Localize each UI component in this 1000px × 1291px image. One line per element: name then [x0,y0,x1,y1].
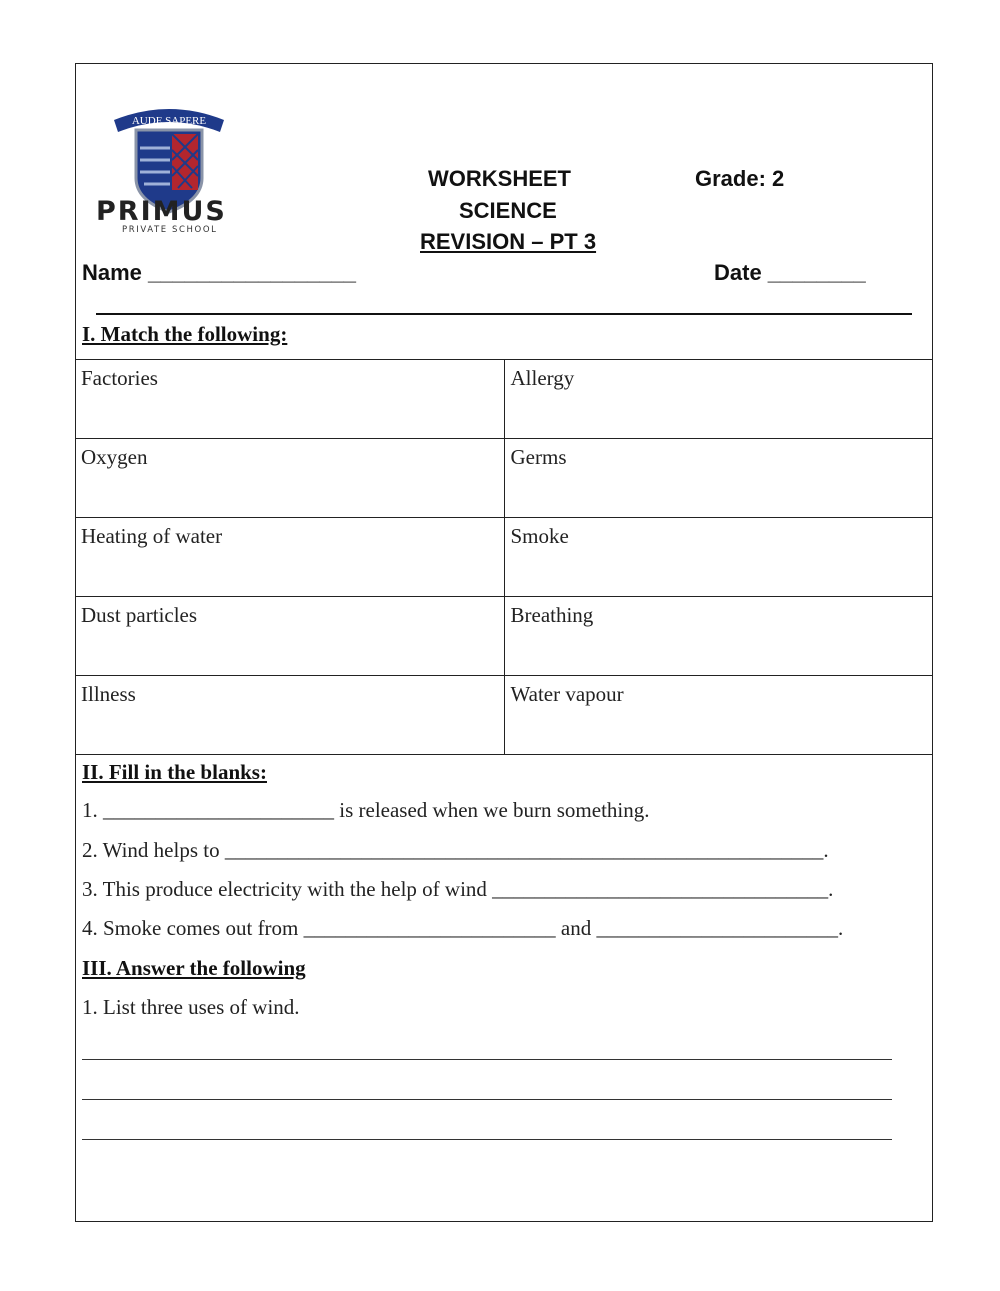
question-1: 1. List three uses of wind. [82,995,300,1019]
grade-label: Grade: 2 [695,166,785,191]
match-left-cell: Dust particles [75,597,504,676]
school-subtitle-logo: PRIVATE SCHOOL [122,225,218,235]
match-right-cell: Allergy [504,360,933,439]
revision-title: REVISION – PT 3 [420,229,597,254]
name-field[interactable]: Name _________________ [82,260,357,285]
match-right-cell: Germs [504,439,933,518]
fill-blank-item-1[interactable]: 1. ______________________ is released when we burn something. [82,798,650,822]
match-table [75,359,933,755]
worksheet-title: WORKSHEET [428,166,571,191]
answer-line-2[interactable] [82,1099,892,1100]
match-left-cell: Factories [75,360,504,439]
date-field[interactable]: Date ________ [714,260,866,285]
match-left-cell: Heating of water [75,518,504,597]
answer-line-3[interactable] [82,1139,892,1140]
match-right-cell: Smoke [504,518,933,597]
fill-blank-item-4[interactable]: 4. Smoke comes out from ________________________ and _______________________. [82,916,844,940]
table-row [75,597,933,676]
match-left-cell: Illness [75,676,504,755]
table-row [75,518,933,597]
section-fill-heading: II. Fill in the blanks: [82,760,267,784]
section-answer-heading: III. Answer the following [82,956,306,980]
table-row [75,676,933,755]
answer-line-1[interactable] [82,1059,892,1060]
match-right-cell: Breathing [504,597,933,676]
fill-blank-item-3[interactable]: 3. This produce electricity with the help of wind ________________________________. [82,877,834,901]
header-divider [96,313,912,315]
section-match-heading: I. Match the following: [82,322,288,346]
table-row [75,360,933,439]
match-left-cell: Oxygen [75,439,504,518]
subject-title: SCIENCE [459,198,557,223]
match-right-cell: Water vapour [504,676,933,755]
worksheet-page [75,63,933,1222]
crest-motto: AUDE SAPERE [131,115,207,127]
fill-blank-item-2[interactable]: 2. Wind helps to _________________________________________________________. [82,838,829,862]
school-name-logo: PRIMUS [96,196,227,227]
table-row [75,439,933,518]
